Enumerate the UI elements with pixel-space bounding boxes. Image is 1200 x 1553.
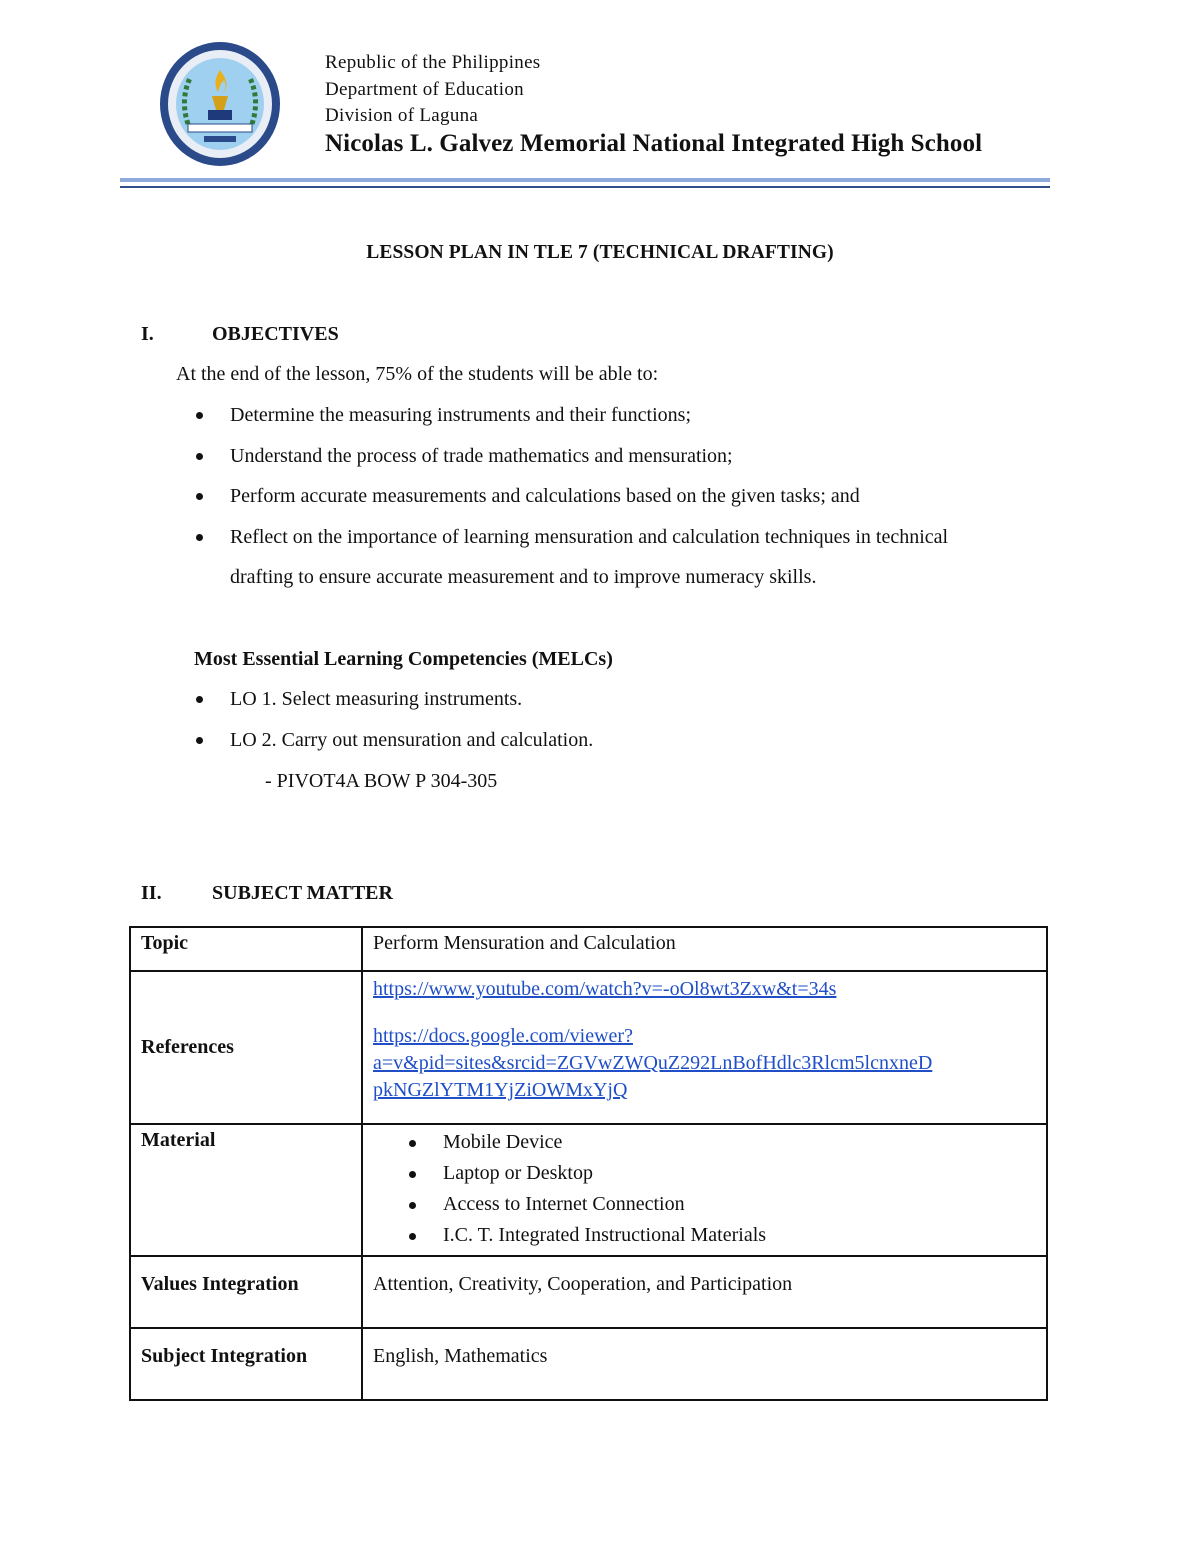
- table-row: [130, 1256, 1047, 1328]
- material-label: Material: [130, 1124, 362, 1256]
- list-item: I.C. T. Integrated Instructional Materials: [407, 1220, 1036, 1251]
- melcs-heading: Most Essential Learning Competencies (MELCs): [194, 648, 613, 670]
- subject-integration-value: English, Mathematics: [362, 1328, 1047, 1400]
- youtube-reference-link[interactable]: https://www.youtube.com/watch?v=-oOl8wt3Zxw&t=34s: [373, 978, 837, 1000]
- objectives-intro: At the end of the lesson, 75% of the students will be able to:: [176, 363, 659, 385]
- table-row: [130, 971, 1047, 1124]
- list-item: Mobile Device: [407, 1127, 1036, 1158]
- google-docs-reference-link[interactable]: [373, 1025, 932, 1101]
- school-name: Nicolas L. Galvez Memorial National Integrated High School: [325, 130, 983, 157]
- values-integration-value: Attention, Creativity, Cooperation, and Participation: [362, 1256, 1047, 1328]
- link-line: a=v&pid=sites&srcid=ZGVwZWQuZ292LnBofHdlc3Rlcm5lcnxneD: [373, 1052, 933, 1074]
- list-item: Understand the process of trade mathematics and mensuration;: [193, 436, 1023, 477]
- list-item: Perform accurate measurements and calculations based on the given tasks; and: [193, 476, 1023, 517]
- subject-matter-numeral: II.: [141, 882, 162, 904]
- subject-integration-label: Subject Integration: [130, 1328, 362, 1400]
- header-divider-thick: [120, 178, 1050, 182]
- list-item: Laptop or Desktop: [407, 1158, 1036, 1189]
- subject-matter-title: SUBJECT MATTER: [212, 882, 393, 904]
- references-value: [362, 971, 1047, 1124]
- table-row: [130, 1124, 1047, 1256]
- objectives-numeral: I.: [141, 323, 154, 345]
- objectives-title: OBJECTIVES: [212, 323, 339, 345]
- topic-label: Topic: [130, 927, 362, 971]
- table-row: [130, 927, 1047, 971]
- objectives-list: [193, 395, 1023, 598]
- list-item: LO 1. Select measuring instruments.: [193, 679, 893, 720]
- school-seal-logo-icon: [158, 40, 282, 168]
- melcs-list: [193, 679, 893, 760]
- lesson-title: LESSON PLAN IN TLE 7 (TECHNICAL DRAFTING): [366, 242, 834, 263]
- list-item: Determine the measuring instruments and their functions;: [193, 395, 1023, 436]
- melcs-source: - PIVOT4A BOW P 304-305: [265, 770, 498, 792]
- material-value: [362, 1124, 1047, 1256]
- header-text: [325, 50, 541, 130]
- subject-matter-table: [129, 926, 1048, 1401]
- material-list: [373, 1127, 1036, 1251]
- division-line: Division of Laguna: [325, 105, 479, 126]
- country-line: Republic of the Philippines: [325, 52, 541, 73]
- list-item: Reflect on the importance of learning mensuration and calculation techniques in technical drafting to ensure accurate measurement and to improve numeracy skills.: [193, 517, 1010, 598]
- link-line: https://docs.google.com/viewer?: [373, 1025, 633, 1047]
- references-label: References: [130, 971, 362, 1124]
- department-line: Department of Education: [325, 78, 524, 100]
- list-item: Access to Internet Connection: [407, 1189, 1036, 1220]
- values-integration-label: Values Integration: [130, 1256, 362, 1328]
- topic-value: Perform Mensuration and Calculation: [362, 927, 1047, 971]
- list-item: LO 2. Carry out mensuration and calculation.: [193, 720, 893, 761]
- table-row: [130, 1328, 1047, 1400]
- header-divider-thin: [120, 186, 1050, 188]
- link-line: pkNGZlYTM1YjZiOWMxYjQ: [373, 1079, 628, 1101]
